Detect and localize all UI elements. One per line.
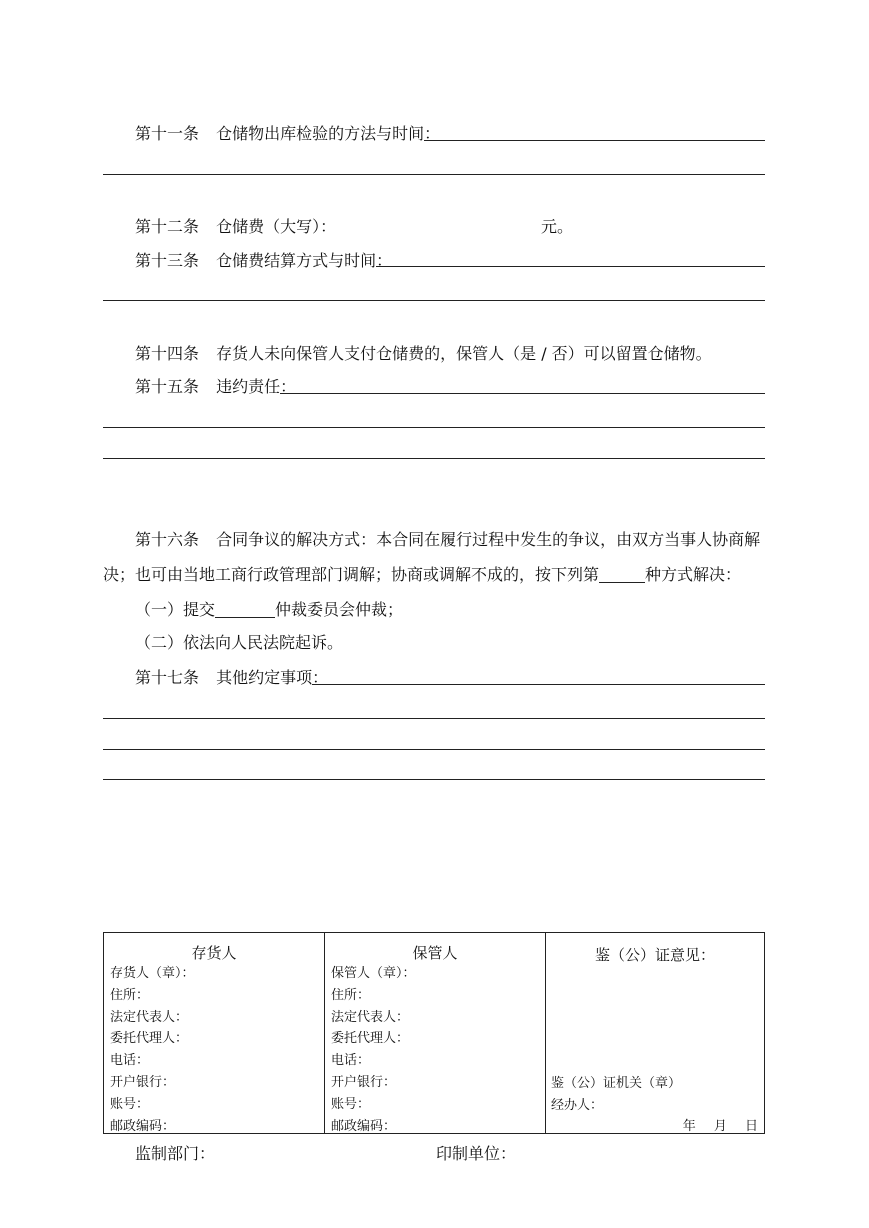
article-16 (135, 527, 760, 550)
article-17-text: 其他约定事项： (216, 668, 329, 687)
custodian-cell (325, 933, 546, 1134)
signature-table (103, 932, 765, 1134)
depositor-header: 存货人 (191, 944, 237, 962)
article-16-line-1: 合同争议的解决方式：本合同在履行过程中发生的争议，由双方当事人协商解 (216, 530, 761, 549)
article-17 (135, 665, 328, 688)
notary-office-field[interactable]: 鉴（公）证机关（章） (551, 1076, 682, 1091)
printer-label: 印制单位： (436, 1144, 517, 1163)
article-13-text: 仓储费结算方式与时间： (216, 251, 393, 270)
notary-fields (551, 1073, 681, 1117)
article-16-option-1 (135, 597, 403, 620)
article-14-label: 第十四条 (135, 344, 200, 363)
article-17-blank-line-2[interactable] (103, 749, 765, 750)
article-16-option-2: （二）依法向人民法院起诉。 (135, 633, 344, 652)
notary-handler-field[interactable]: 经办人： (551, 1098, 604, 1113)
depositor-legal-rep-field[interactable]: 法定代表人： (110, 1009, 189, 1025)
article-17-label: 第十七条 (135, 668, 200, 687)
depositor-address-field[interactable]: 住所： (110, 987, 150, 1003)
custodian-fields (331, 963, 416, 1137)
custodian-legal-rep-field[interactable]: 法定代表人： (331, 1009, 410, 1025)
depositor-account-field[interactable]: 账号： (110, 1096, 150, 1112)
article-14-text: 存货人未向保管人支付仓储费的，保管人（是 / 否）可以留置仓储物。 (216, 344, 712, 363)
custodian-seal-field[interactable]: 保管人（章）： (331, 966, 416, 981)
custodian-address-field[interactable]: 住所： (331, 987, 371, 1003)
article-17-blank-line-1[interactable] (103, 718, 765, 719)
article-13-label: 第十三条 (135, 251, 200, 270)
depositor-cell (104, 933, 325, 1134)
article-15-blank-line-1[interactable] (103, 427, 765, 428)
custodian-header: 保管人 (412, 944, 458, 962)
article-11-blank[interactable] (424, 140, 765, 141)
article-15-text: 违约责任： (216, 377, 297, 396)
custodian-bank-field[interactable]: 开户银行： (331, 1074, 397, 1090)
article-15-blank-line-2[interactable] (103, 458, 765, 459)
custodian-agent-field[interactable]: 委托代理人： (331, 1031, 410, 1047)
article-15-blank[interactable] (280, 393, 765, 394)
article-16-line-2-a: 决；也可由当地工商行政管理部门调解；协商或调解不成的，按下列第 (103, 565, 600, 584)
article-13-blank[interactable] (376, 266, 765, 267)
article-12-text: 仓储费（大写）： (216, 217, 337, 236)
depositor-fields (110, 963, 195, 1137)
article-17-blank[interactable] (312, 684, 765, 685)
article-12-unit: 元。 (541, 217, 574, 236)
depositor-agent-field[interactable]: 委托代理人： (110, 1031, 189, 1047)
arbitration-committee-blank[interactable] (215, 601, 275, 618)
depositor-seal-field[interactable]: 存货人（章）： (110, 966, 195, 981)
article-11-blank-line[interactable] (103, 174, 765, 175)
notary-cell (546, 933, 765, 1134)
custodian-account-field[interactable]: 账号： (331, 1096, 371, 1112)
depositor-phone-field[interactable]: 电话： (110, 1053, 150, 1069)
method-number-blank[interactable] (599, 566, 645, 583)
article-11-label: 第十一条 (135, 124, 200, 143)
article-11 (135, 121, 440, 144)
custodian-postcode-field[interactable]: 邮政编码： (331, 1118, 397, 1134)
article-16-label: 第十六条 (135, 530, 200, 549)
option-1-b: 仲裁委员会仲裁； (275, 600, 404, 619)
article-15-label: 第十五条 (135, 377, 200, 396)
notary-date[interactable]: 年 月 日 (682, 1119, 758, 1134)
depositor-postcode-field[interactable]: 邮政编码： (110, 1118, 176, 1134)
article-17-blank-line-3[interactable] (103, 779, 765, 780)
article-11-text: 仓储物出库检验的方法与时间： (216, 124, 441, 143)
supervisor-label: 监制部门： (135, 1144, 216, 1163)
article-16-line-2 (103, 562, 741, 585)
article-16-line-2-b: 种方式解决： (645, 565, 742, 584)
custodian-phone-field[interactable]: 电话： (331, 1053, 371, 1069)
notary-header: 鉴（公）证意见： (594, 946, 715, 964)
article-14 (135, 341, 712, 364)
depositor-bank-field[interactable]: 开户银行： (110, 1074, 176, 1090)
article-12 (135, 214, 336, 237)
article-15 (135, 374, 296, 397)
article-12-label: 第十二条 (135, 217, 200, 236)
article-13 (135, 248, 392, 271)
article-13-blank-line[interactable] (103, 300, 765, 301)
option-1-a: （一）提交 (135, 600, 216, 619)
